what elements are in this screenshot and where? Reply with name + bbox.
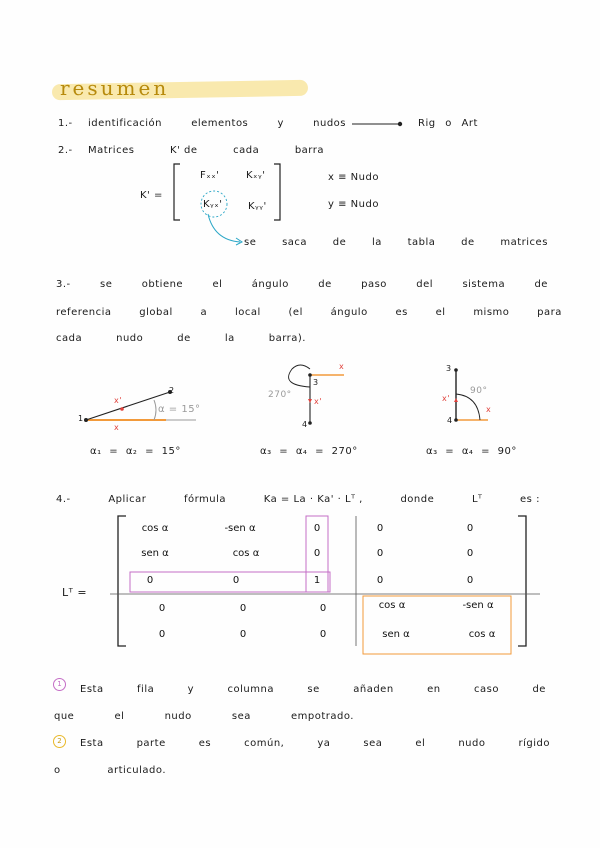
diagram-3-axis-xp: x' xyxy=(442,394,450,403)
lmatrix-cell: 0 xyxy=(158,603,166,614)
lmatrix-cell: cos α xyxy=(378,600,406,611)
lmatrix-cell: 0 xyxy=(313,548,321,559)
note-1-marker: 1 xyxy=(53,678,66,691)
step-3-line-2: referencia global a local (el ángulo es el mismo para xyxy=(56,307,562,318)
kmatrix-c12: Kₓᵧ' xyxy=(246,170,266,181)
step-2-number: 2.- xyxy=(58,145,73,156)
lmatrix-cell: 0 xyxy=(376,523,384,534)
lmatrix-cell: cos α xyxy=(141,523,169,534)
kmatrix-c11: Fₓₓ' xyxy=(200,170,220,181)
note-2-marker: 2 xyxy=(53,735,66,748)
kmatrix-note-x: x ≡ Nudo xyxy=(328,172,379,183)
lmatrix-cell: 0 xyxy=(232,575,240,586)
diagram-2-axis-x: x xyxy=(339,362,345,371)
lmatrix-cell: sen α xyxy=(141,548,169,559)
lmatrix-cell: -sen α xyxy=(224,523,256,534)
lmatrix-cell: 0 xyxy=(146,575,154,586)
diagram-1-node-a: 1 xyxy=(78,414,84,423)
diagram-2-axis-xp: x' xyxy=(314,397,322,406)
lmatrix-cell: 0 xyxy=(376,548,384,559)
lmatrix-cell: 0 xyxy=(313,523,321,534)
step-3-line-3: cada nudo de la barra). xyxy=(56,333,306,344)
lmatrix-cell: 0 xyxy=(466,575,474,586)
lmatrix-cell: 0 xyxy=(466,523,474,534)
diagram-2-node-b: 4 xyxy=(302,420,308,429)
lmatrix-label: Lᵀ = xyxy=(62,586,88,599)
diagram-1-axis-xp: x' xyxy=(114,396,122,405)
diagram-3-node-b: 4 xyxy=(447,416,453,425)
lmatrix-cell: -sen α xyxy=(462,600,494,611)
diagram-3-equation: α₃ = α₄ = 90° xyxy=(426,446,517,457)
lmatrix-cell: 0 xyxy=(239,603,247,614)
kmatrix-c22: Kᵧᵧ' xyxy=(248,201,267,212)
kmatrix-source-note: se saca de la tabla de matrices xyxy=(244,237,548,248)
note-2-line-2: o articulado. xyxy=(54,765,166,776)
note-2-line-1: Esta parte es común, ya sea el nudo rígido xyxy=(80,738,550,749)
note-1-line-2: que el nudo sea empotrado. xyxy=(54,711,354,722)
step-1-number: 1.- xyxy=(58,118,73,129)
lmatrix-cell: sen α xyxy=(382,629,410,640)
kmatrix-label: K' = xyxy=(140,190,163,201)
step-3-line-1: 3.- se obtiene el ángulo de paso del sistema de xyxy=(56,279,548,290)
lmatrix-cell: cos α xyxy=(232,548,260,559)
diagram-3-axis-x: x xyxy=(486,405,492,414)
lmatrix-cell: 0 xyxy=(376,575,384,586)
kmatrix-note-y: y ≡ Nudo xyxy=(328,199,379,210)
lmatrix-cell: 0 xyxy=(319,629,327,640)
diagram-1-node-b: 2 xyxy=(169,386,175,395)
diagram-2-angle: 270° xyxy=(268,390,292,400)
lmatrix-cell: cos α xyxy=(468,629,496,640)
lmatrix-cell: 0 xyxy=(319,603,327,614)
step-1-result: Rig o Art xyxy=(418,118,478,129)
step-1-text: identificación elementos y nudos xyxy=(88,118,346,129)
kmatrix-c21: Kᵧₓ' xyxy=(203,199,223,210)
diagram-3-node-a: 3 xyxy=(446,364,452,373)
diagram-2-equation: α₃ = α₄ = 270° xyxy=(260,446,358,457)
note-1-line-1: Esta fila y columna se añaden en caso de xyxy=(80,684,546,695)
diagram-2-node-a: 3 xyxy=(313,378,319,387)
diagram-1-equation: α₁ = α₂ = 15° xyxy=(90,446,181,457)
arrow-icon xyxy=(350,118,410,130)
lmatrix-cell: 0 xyxy=(158,629,166,640)
diagram-1-angle: α = 15° xyxy=(158,404,201,415)
diagram-1-axis-x: x xyxy=(114,423,120,432)
step-4-text: 4.- Aplicar fórmula Ka = La · Ka' · Lᵀ , donde Lᵀ es : xyxy=(56,494,540,505)
curved-arrow-icon xyxy=(200,210,250,250)
lmatrix-cell: 1 xyxy=(313,575,321,586)
step-2-text: Matrices K' de cada barra xyxy=(88,145,324,156)
diagram-3-angle: 90° xyxy=(470,386,488,396)
page-title: resumen xyxy=(60,76,170,100)
lmatrix-cell: 0 xyxy=(239,629,247,640)
lmatrix-cell: 0 xyxy=(466,548,474,559)
